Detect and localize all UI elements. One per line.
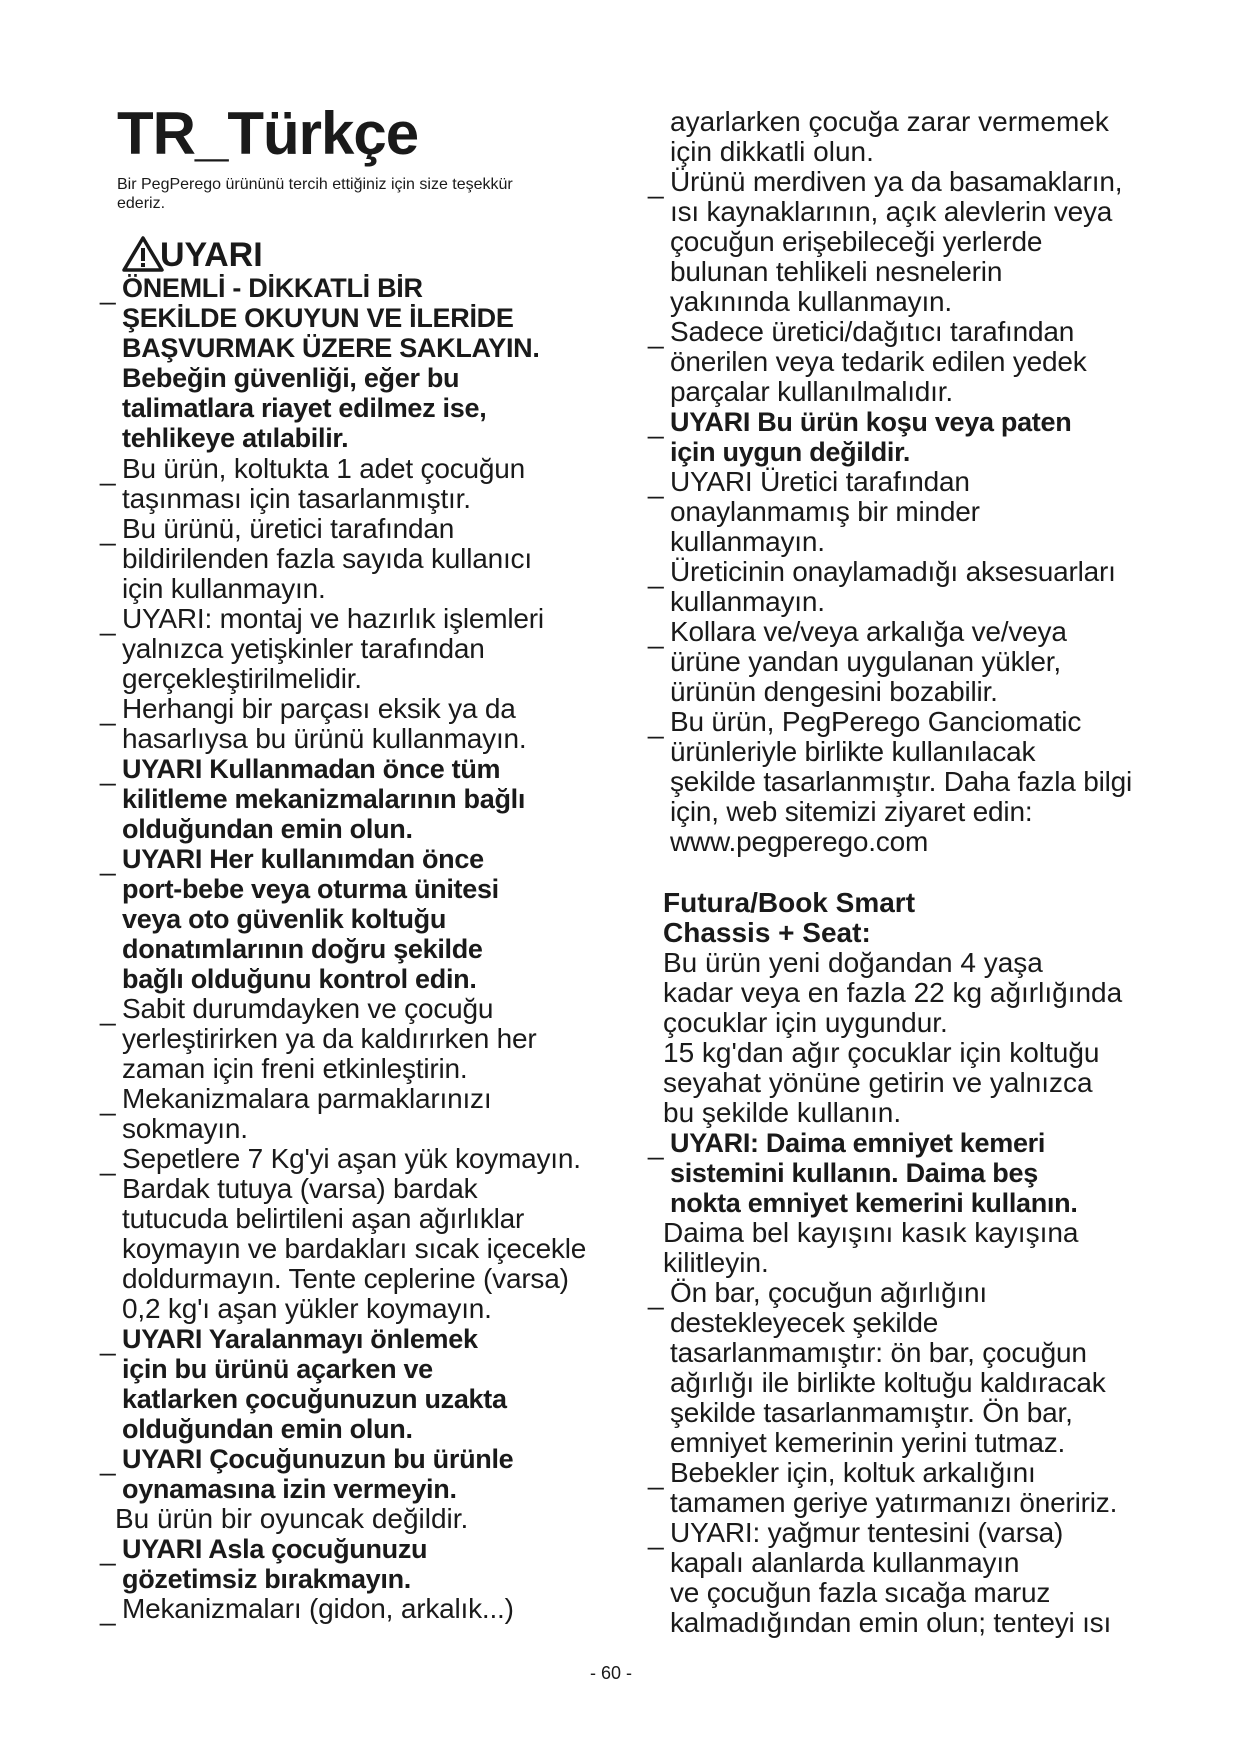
list-item: _ Bu ürünü, üretici tarafından bildirilenden fazla sayıda kullanıcı için kullanmayın. — [100, 513, 532, 604]
list-item: _ Kollara ve/veya arkalığa ve/veya ürüne yandan uygulanan yükler, ürünün dengesini bozabilir. — [648, 616, 1067, 707]
thanks-text: Bir PegPerego ürününü tercih ettiğiniz için size teşekkür ederiz. — [117, 176, 513, 212]
warning-heading — [122, 236, 263, 272]
list-item: _ UYARI: yağmur tentesini (varsa) kapalı alanlarda kullanmayın ve çocuğun fazla sıcağa maruz kalmadığından emin olun; tenteyi ısı — [648, 1517, 1112, 1638]
section-heading: Futura/Book Smart Chassis + Seat: — [663, 887, 916, 948]
list-item: _ UYARI Üretici tarafından onaylanmamış bir minder kullanmayın. — [648, 466, 980, 557]
list-item: _ Ön bar, çocuğun ağırlığını destekleyecek şekilde tasarlanmamıştır: ön bar, çocuğun ağırlığı ile birlikte koltuğu kaldıracak şekilde tasarlanmamıştır. Ön bar, emniyet kemerinin yerini tutmaz. — [648, 1277, 1106, 1458]
list-item: _ Mekanizmaları (gidon, arkalık...) — [100, 1593, 514, 1626]
page-title: TR_Türkçe — [117, 100, 419, 167]
list-item: _ UYARI: montaj ve hazırlık işlemleri yalnızca yetişkinler tarafından gerçekleştirilmelidir. — [100, 603, 544, 694]
list-item: _ Sadece üretici/dağıtıcı tarafından önerilen veya tedarik edilen yedek parçalar kullanılmalıdır. — [648, 316, 1087, 407]
list-item: _ Bu ürün, koltukta 1 adet çocuğun taşınması için tasarlanmıştır. — [100, 453, 525, 514]
list-item: _ UYARI Yaralanmayı önlemek için bu ürünü açarken ve katlarken çocuğunuzun uzakta olduğundan emin olun. — [100, 1324, 507, 1444]
warning-important-text: ÖNEMLİ - DİKKATLİ BİR ŞEKİLDE OKUYUN VE İLERİDE BAŞVURMAK ÜZERE SAKLAYIN. Bebeğin güvenliği, eğer bu talimatlara riayet edilmez ise, tehlikeye atılabilir. — [122, 273, 540, 453]
list-item: _ Ürünü merdiven ya da basamakların, ısı kaynaklarının, açık alevlerin veya çocuğun erişebileceği yerlerde bulunan tehlikeli nesnelerin yakınında kullanmayın. — [648, 166, 1123, 317]
list-item: _ Bebekler için, koltuk arkalığını tamamen geriye yatırmanızı öneririz. — [648, 1457, 1118, 1518]
list-item: _ Üreticinin onaylamadığı aksesuarları kullanmayın. — [648, 556, 1116, 617]
page-number: - 60 - — [590, 1663, 633, 1683]
continued-text: ayarlarken çocuğa zarar vermemek için dikkatli olun. — [670, 106, 1109, 167]
warning-heading-label: UYARI — [160, 236, 263, 274]
list-item: _ Sepetlere 7 Kg'yi aşan yük koymayın. Bardak tutuya (varsa) bardak tutucuda belirtileni aşan ağırlıklar koymayın ve bardakları sıcak içecekle doldurmayın. Tente ceplerine (varsa) 0,2 kg'ı aşan yükler koymayın. — [100, 1143, 587, 1324]
list-item: _ UYARI Bu ürün koşu veya paten için uygun değildir. — [648, 407, 1072, 467]
list-item: _ Sabit durumdayken ve çocuğu yerleştirirken ya da kaldırırken her zaman için freni etkinleştirin. — [100, 993, 537, 1084]
list-item: _ UYARI Kullanmadan önce tüm kilitleme mekanizmalarının bağlı olduğundan emin olun. — [100, 754, 526, 844]
list-item: _ Bu ürün, PegPerego Ganciomatic ürünleriyle birlikte kullanılacak şekilde tasarlanmıştır. Daha fazla bilgi için, web sitemizi ziyaret edin: www.pegperego.com — [648, 706, 1132, 857]
list-item: _ Mekanizmalara parmaklarınızı sokmayın. — [100, 1083, 492, 1144]
section-paragraph: Bu ürün yeni doğandan 4 yaşa kadar veya en fazla 22 kg ağırlığında çocuklar için uygundur. 15 kg'dan ağır çocuklar için koltuğu seyahat yönüne getirin ve yalnızca bu şekilde kullanın. — [663, 947, 1123, 1128]
section-paragraph: Daima bel kayışını kasık kayışına kilitleyin. — [663, 1217, 1079, 1278]
list-item: _ Herhangi bir parçası eksik ya da hasarlıysa bu ürünü kullanmayın. — [100, 693, 527, 754]
list-item: _ UYARI Asla çocuğunuzu gözetimsiz bırakmayın. — [100, 1534, 428, 1594]
list-item: _ UYARI Çocuğunuzun bu ürünle oynamasına izin vermeyin. — [100, 1444, 514, 1504]
toy-notice: Bu ürün bir oyuncak değildir. — [115, 1503, 469, 1534]
list-item: _ ÖNEMLİ - DİKKATLİ BİR ŞEKİLDE OKUYUN VE İLERİDE BAŞVURMAK ÜZERE SAKLAYIN. Bebeğin güvenliği, eğer bu talimatlara riayet edilmez ise, tehlikeye atılabilir. — [100, 273, 620, 453]
list-item: _ UYARI Her kullanımdan önce port-bebe veya oturma ünitesi veya oto güvenlik koltuğu donatımlarının doğru şekilde bağlı olduğunu kontrol edin. — [100, 844, 499, 994]
list-item: _ UYARI: Daima emniyet kemeri sistemini kullanın. Daima beş nokta emniyet kemerini kullanın. — [648, 1128, 1078, 1218]
warning-triangle-icon — [122, 236, 160, 272]
